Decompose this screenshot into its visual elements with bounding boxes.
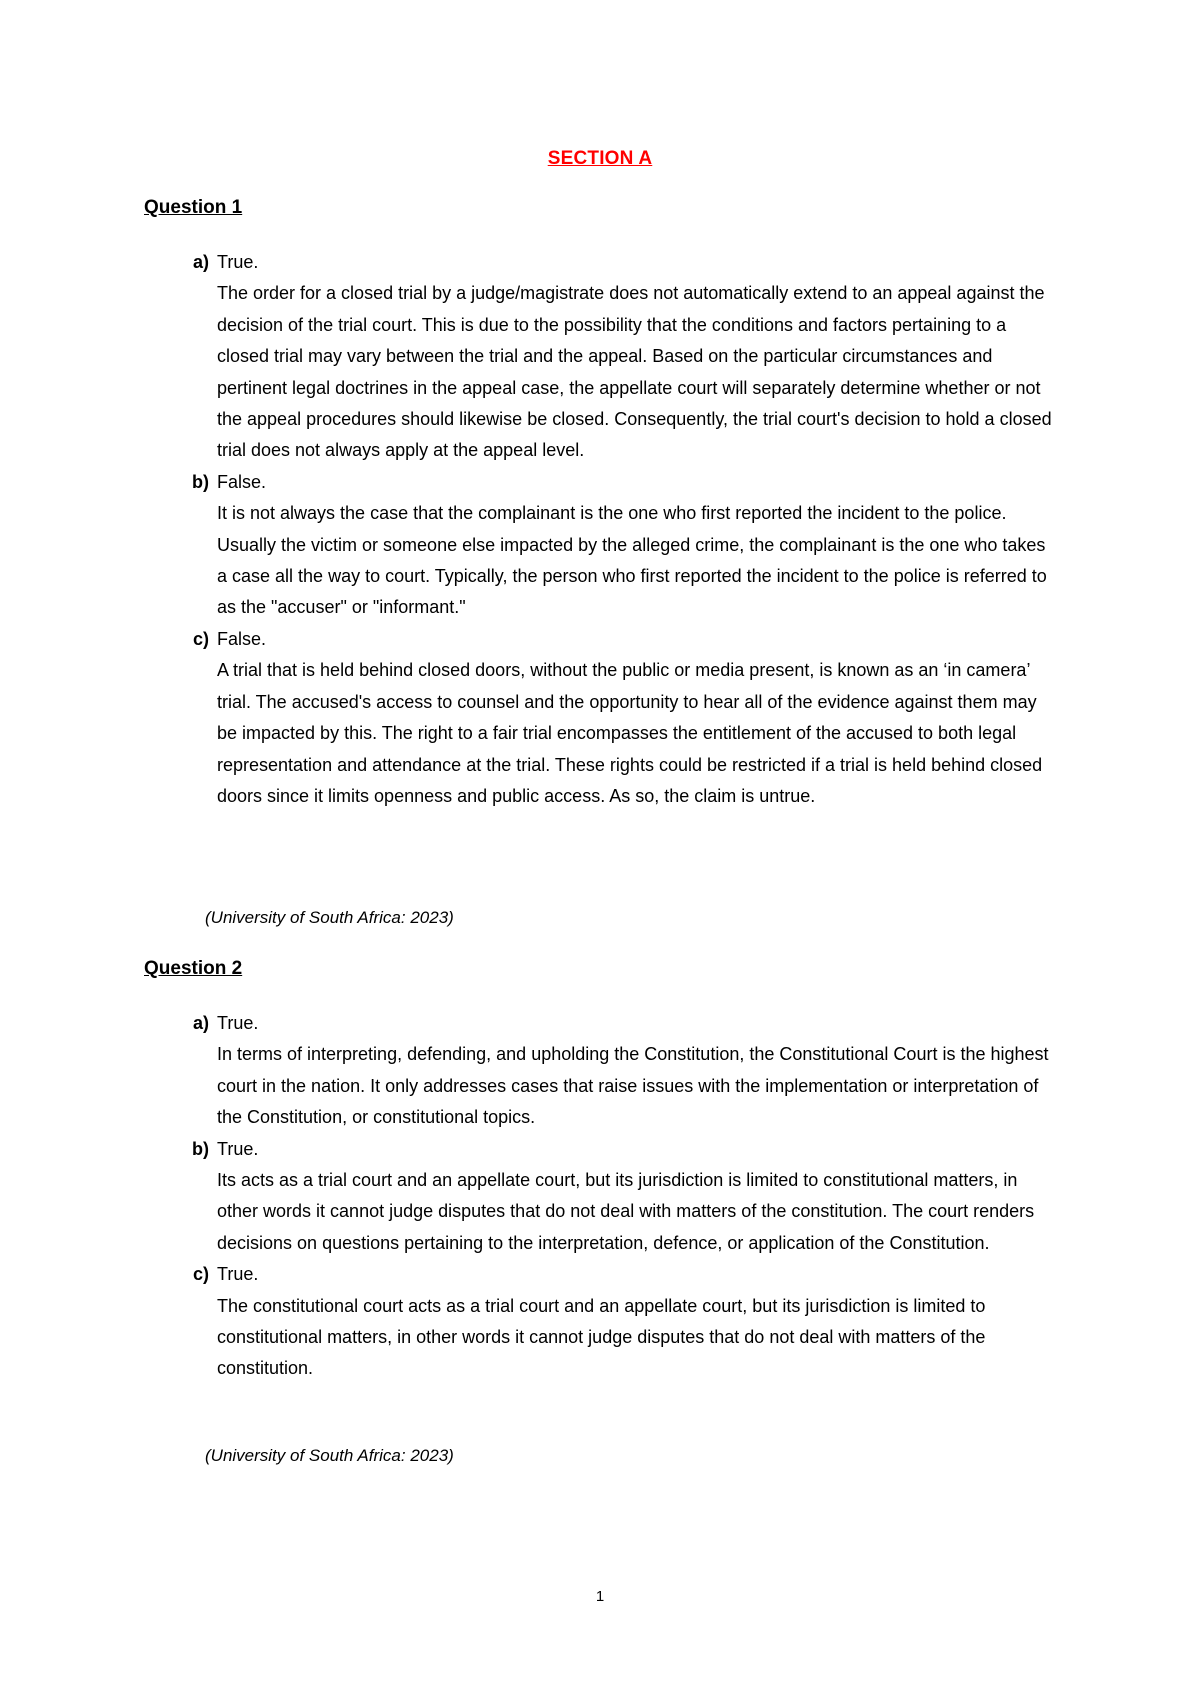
answer-letter: c) — [192, 1264, 209, 1285]
answer-explanation: A trial that is held behind closed doors, without the public or media present, is known as an ‘in camera’ trial. The accused's access to counsel and the opportunity to hear all of the evidence against them may be impacted by this. The right to a fair trial encompasses the entitlement of the accused to both legal representation and attendance at the trial. These rights could be restricted if a trial is held behind closed doors since it limits openness and public access. As so, the claim is untrue. — [217, 660, 1043, 806]
answer-verdict: True. — [217, 1013, 259, 1033]
answer-body — [217, 1259, 1074, 1385]
answer-verdict: True. — [217, 252, 259, 272]
answer-explanation: Its acts as a trial court and an appellate court, but its jurisdiction is limited to constitutional matters, in other words it cannot judge disputes that do not deal with matters of the constitution. The court renders decisions on questions pertaining to the interpretation, defence, or application of the Constitution. — [217, 1170, 1035, 1253]
question-1-answers — [144, 247, 1074, 812]
answer-explanation: It is not always the case that the complainant is the one who first reported the incident to the police. Usually the victim or someone else impacted by the alleged crime, the complainant is the one who takes a case all the way to court. Typically, the person who first reported the incident to the police is referred to as the "accuser" or "informant." — [217, 503, 1047, 618]
question-2-citation: (University of South Africa: 2023) — [205, 1446, 454, 1465]
answer-letter: a) — [192, 1013, 209, 1033]
answer-verdict: True. — [217, 1264, 259, 1285]
answer-verdict: False. — [217, 628, 267, 649]
answer-2b — [144, 1134, 1074, 1260]
answer-explanation: The constitutional court acts as a trial court and an appellate court, but its jurisdiction is limited to constitutional matters, in other words it cannot judge disputes that do not deal with matters of the constitution. — [217, 1295, 986, 1379]
question-1-citation: (University of South Africa: 2023) — [205, 908, 454, 927]
answer-body — [217, 1134, 1074, 1260]
answer-letter: b) — [192, 471, 209, 492]
question-2-answers — [144, 1008, 1074, 1385]
question-1-heading: Question 1 — [144, 197, 243, 218]
page-number: 1 — [595, 1588, 605, 1605]
answer-1a — [144, 247, 1074, 467]
answer-letter: c) — [192, 628, 209, 649]
answer-explanation: In terms of interpreting, defending, and upholding the Constitution, the Constitutional Court is the highest court in the nation. It only addresses cases that raise issues with the implementation or interpretation of the Constitution, or constitutional topics. — [217, 1044, 1049, 1128]
answer-2c — [144, 1259, 1074, 1385]
answer-verdict: True. — [217, 1138, 259, 1159]
answer-1c — [144, 624, 1074, 812]
answer-1b — [144, 467, 1074, 624]
answer-letter: b) — [192, 1138, 209, 1159]
question-2-heading: Question 2 — [144, 958, 243, 979]
answer-body — [217, 467, 1074, 624]
section-title: SECTION A — [547, 148, 653, 169]
answer-explanation: The order for a closed trial by a judge/magistrate does not automatically extend to an appeal against the decision of the trial court. This is due to the possibility that the conditions and factors pertaining to a closed trial may vary between the trial and the appeal. Based on the particular circumstances and pertinent legal doctrines in the appeal case, the appellate court will separately determine whether or not the appeal procedures should likewise be closed. Consequently, the trial court's decision to hold a closed trial does not always apply at the appeal level. — [217, 283, 1052, 461]
answer-letter: a) — [192, 252, 209, 272]
answer-2a — [144, 1008, 1074, 1134]
answer-verdict: False. — [217, 471, 267, 492]
answer-body — [217, 247, 1074, 467]
answer-body — [217, 624, 1074, 812]
answer-body — [217, 1008, 1074, 1134]
